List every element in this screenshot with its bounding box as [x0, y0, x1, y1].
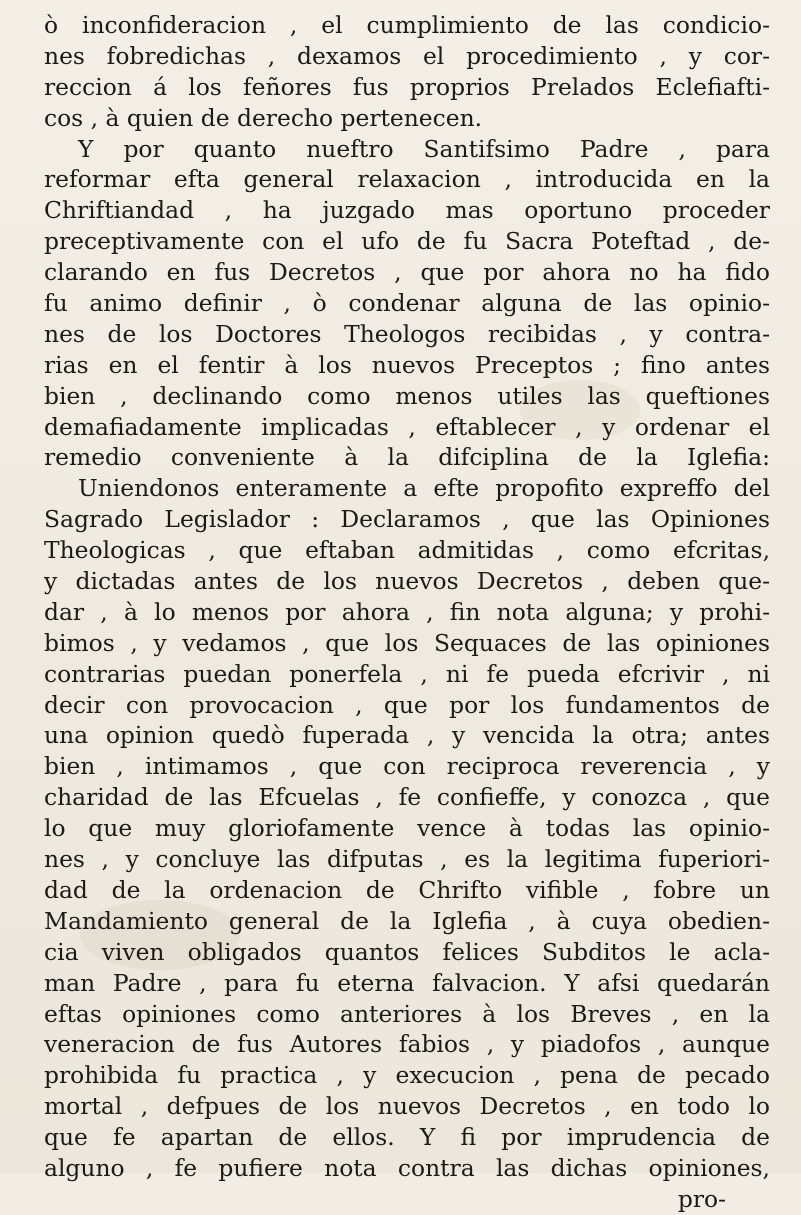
- text-line: nes fobredichas , dexamos el procedimiento , y cor-: [44, 41, 770, 70]
- text-line: ò inconfideracion , el cumplimiento de las condicio-: [44, 11, 770, 39]
- text-line: rias en el fentir à los nuevos Preceptos ; fino antes: [44, 350, 770, 379]
- text-line: mortal , defpues de los nuevos Decretos , en todo lo: [44, 1092, 770, 1121]
- paragraph-start-line: Y por quanto nueftro Santifsimo Padre , para: [78, 134, 770, 163]
- text-line: nes de los Doctores Theologos recibidas , y contra-: [44, 319, 770, 348]
- text-line: Theologicas , que eftaban admitidas , como efcritas,: [44, 536, 770, 565]
- text-line: cos , à quien de derecho pertenecen.: [44, 103, 483, 132]
- text-line: reccion á los feñores fus proprios Prelados Eclefiafti-: [44, 72, 770, 101]
- text-line: alguno , fe pufiere nota contra las dichas opiniones,: [44, 1153, 770, 1182]
- text-line: bimos , y vedamos , que los Sequaces de las opiniones: [44, 628, 770, 657]
- text-line: fu animo definir , ò condenar alguna de las opinio-: [44, 289, 770, 318]
- text-line: dar , à lo menos por ahora , fin nota alguna; y prohi-: [44, 597, 770, 626]
- text-line: eftas opiniones como anteriores à los Breves , en la: [44, 999, 770, 1028]
- text-line: veneracion de fus Autores fabios , y piadofos , aunque: [44, 1030, 770, 1059]
- text-line: y dictadas antes de los nuevos Decretos , deben que-: [44, 567, 770, 596]
- text-line: bien , intimamos , que con reciproca reverencia , y: [44, 752, 770, 781]
- text-line: lo que muy gloriofamente vence à todas las opinio-: [44, 814, 770, 843]
- text-line: man Padre , para fu eterna falvacion. Y afsi quedarán: [44, 968, 770, 997]
- text-line: que fe apartan de ellos. Y fi por imprudencia de: [44, 1123, 770, 1152]
- paragraph-start-line: Uniendonos enteramente a efte propofito expreffo del: [78, 474, 770, 503]
- text-line: charidad de las Efcuelas , fe confieffe, y conozca , que: [44, 783, 770, 812]
- text-line: reformar efta general relaxacion , introducida en la: [44, 165, 770, 194]
- text-line: Mandamiento general de la Iglefia , à cuya obedien-: [44, 906, 770, 935]
- text-line: una opinion quedò fuperada , y vencida la otra; antes: [44, 721, 770, 750]
- catchword: pro-: [677, 1184, 726, 1213]
- text-line: cia viven obligados quantos felices Subditos le acla-: [44, 937, 770, 966]
- text-line: Sagrado Legislador : Declaramos , que las Opiniones: [44, 505, 770, 534]
- text-line: remedio conveniente à la difciplina de la Iglefia:: [44, 443, 770, 472]
- text-line: preceptivamente con el ufo de fu Sacra Poteftad , de-: [44, 227, 770, 256]
- text-line: contrarias puedan ponerfela , ni fe pueda efcrivir , ni: [44, 659, 770, 688]
- text-line: clarando en fus Decretos , que por ahora no ha fido: [44, 258, 770, 287]
- text-line: Chriftiandad , ha juzgado mas oportuno proceder: [44, 196, 770, 225]
- text-line: demafiadamente implicadas , eftablecer , y ordenar el: [44, 412, 770, 441]
- text-line: bien , declinando como menos utiles las queftiones: [44, 381, 770, 410]
- text-line: decir con provocacion , que por los fundamentos de: [44, 690, 770, 719]
- text-line: prohibida fu practica , y execucion , pena de pecado: [44, 1061, 770, 1090]
- body-text: [44, 10, 770, 1215]
- text-line: dad de la ordenacion de Chrifto vifible , fobre un: [44, 875, 770, 904]
- text-line: nes , y concluye las difputas , es la legitima fuperiori-: [44, 845, 770, 874]
